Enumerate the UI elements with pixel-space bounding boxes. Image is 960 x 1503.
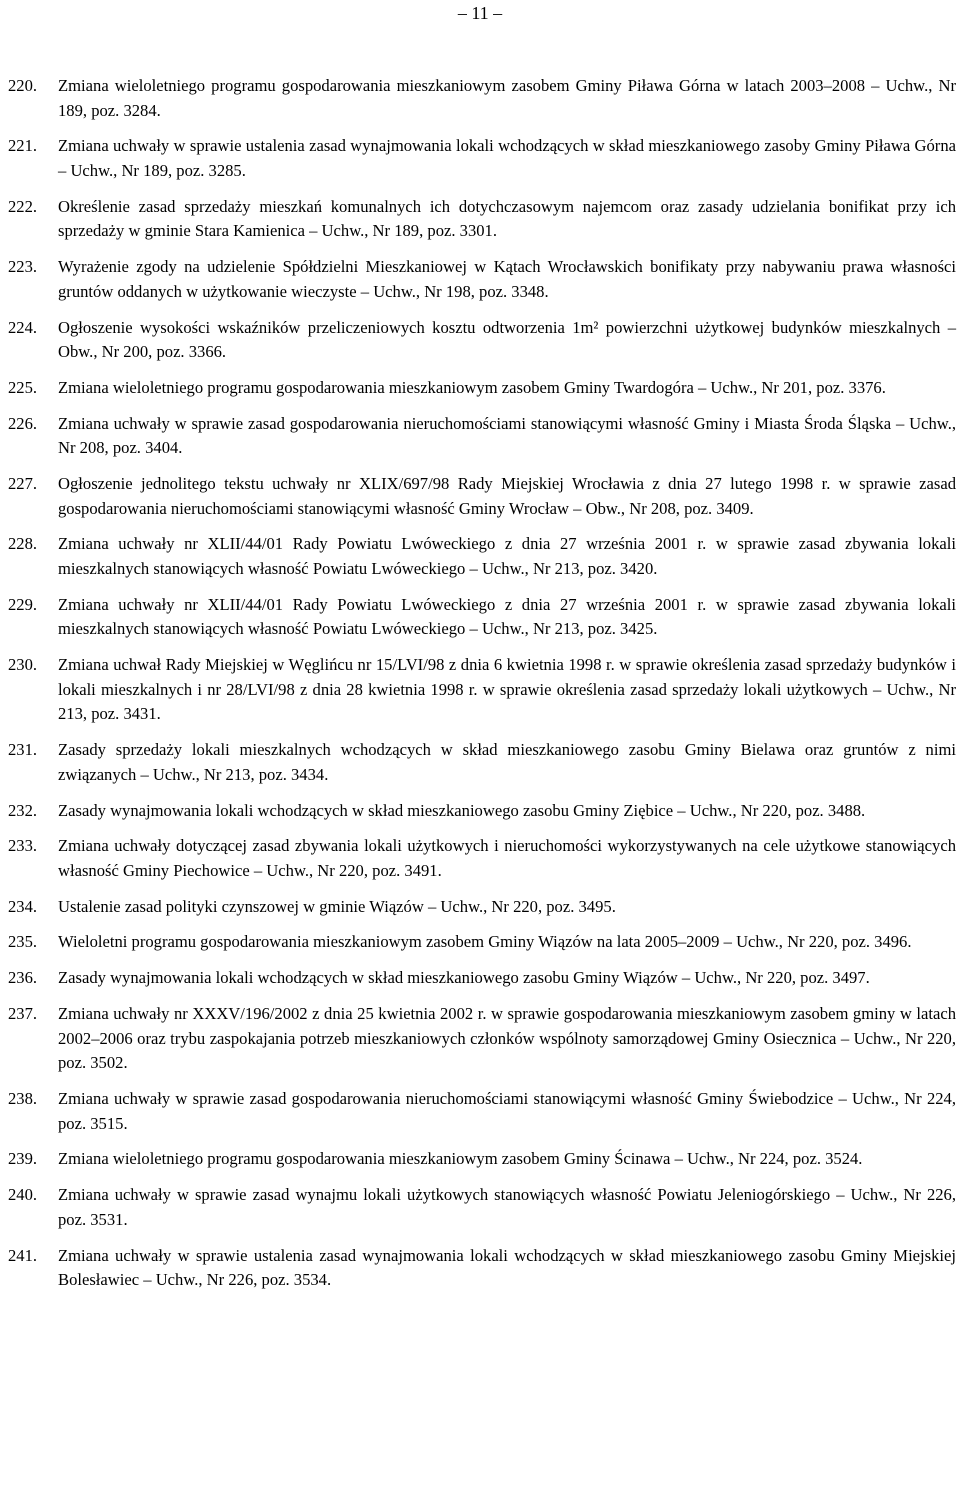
list-item (8, 593, 956, 642)
entry-number: 228. (8, 534, 38, 554)
entry-number: 240. (8, 1185, 38, 1205)
entry-text: Zasady sprzedaży lokali mieszkalnych wchodzących w skład mieszkaniowego zasobu Gminy Bielawa oraz gruntów z nimi związanych – Uchw., Nr 213, poz. 3434. (58, 740, 956, 784)
entry-number: 239. (8, 1149, 38, 1169)
entry-number: 220. (8, 76, 38, 95)
entry-text: Określenie zasad sprzedaży mieszkań komunalnych ich dotychczasowym najemcom oraz zasady udzielania bonifikat przy ich sprzedaży w gminie Stara Kamienica – Uchw., Nr 189, poz. 3301. (58, 196, 956, 241)
list-item (8, 1002, 956, 1076)
list-item (8, 472, 956, 521)
entry-text: Zmiana uchwały nr XLII/44/01 Rady Powiatu Lwóweckiego z dnia 27 września 2001 r. w sprawie zasad zbywania lokali mieszkalnych stanowiących własność Powiatu Lwóweckiego – Uchw., Nr 213, poz. 3420. (58, 534, 956, 578)
entry-text: Zasady wynajmowania lokali wchodzących w skład mieszkaniowego zasobu Gminy Ziębice – Uchw., Nr 220, poz. 3488. (58, 800, 866, 820)
entry-text: Zmiana wieloletniego programu gospodarowania mieszkaniowym zasobem Gminy Piława Górna w latach 2003–2008 – Uchw., Nr 189, poz. 3284. (58, 76, 956, 120)
entry-number: 224. (8, 317, 38, 337)
entry-text: Zasady wynajmowania lokali wchodzących w skład mieszkaniowego zasobu Gminy Wiązów – Uchw., Nr 220, poz. 3497. (58, 968, 870, 988)
entry-number: 238. (8, 1088, 38, 1108)
entry-text: Zmiana uchwały dotyczącej zasad zbywania lokali użytkowych i nieruchomości wykorzystywanych na cele użytkowe stanowiących własność Gminy Piechowice – Uchw., Nr 220, poz. 3491. (58, 836, 956, 880)
list-item (8, 653, 956, 727)
entry-number: 231. (8, 740, 38, 760)
entry-text: Zmiana uchwał Rady Miejskiej w Węglińcu nr 15/LVI/98 z dnia 6 kwietnia 1998 r. w sprawie określenia zasad sprzedaży budynków i lokali mieszkalnych i nr 28/LVI/98 z dnia 28 kwietnia 1998 r. w sprawie określenia zasad sprzedaży lokali użytkowych – Uchw., Nr 213, poz. 3431. (58, 655, 956, 724)
list-item (8, 376, 956, 401)
list-item (8, 895, 956, 920)
list-item (8, 195, 956, 244)
entry-text: Zmiana wieloletniego programu gospodarowania mieszkaniowym zasobem Gminy Ścinawa – Uchw., Nr 224, poz. 3524. (58, 1149, 863, 1169)
entry-text: Zmiana uchwały nr XXXV/196/2002 z dnia 25 kwietnia 2002 r. w sprawie gospodarowania mieszkaniowym zasobem gminy w latach 2002–2006 oraz trybu zaspokajania potrzeb mieszkaniowych członków wspólnoty samorządowej Gminy Osiecznica – Uchw., Nr 220, poz. 3502. (58, 1004, 956, 1073)
list-item (8, 799, 956, 824)
list-item (8, 1183, 956, 1232)
entry-number: 229. (8, 594, 38, 614)
list-item (8, 738, 956, 787)
list-item (8, 74, 956, 123)
entry-text: Zmiana uchwały w sprawie ustalenia zasad wynajmowania lokali wchodzących w skład mieszkaniowego zasoby Gminy Piława Górna – Uchw., Nr 189, poz. 3285. (58, 136, 956, 180)
entry-number: 225. (8, 377, 38, 397)
list-item (8, 255, 956, 304)
page-number: – 11 – (457, 3, 503, 23)
entry-list (8, 74, 956, 1304)
entry-number: 234. (8, 896, 38, 916)
entry-number: 226. (8, 413, 38, 433)
list-item (8, 930, 956, 955)
entry-number: 241. (8, 1245, 38, 1265)
list-item (8, 1244, 956, 1293)
entry-text: Zmiana uchwały w sprawie zasad gospodarowania nieruchomościami stanowiącymi własność Gminy Świebodzice – Uchw., Nr 224, poz. 3515. (58, 1088, 956, 1133)
entry-number: 233. (8, 836, 38, 856)
entry-number: 230. (8, 655, 38, 675)
entry-number: 236. (8, 968, 38, 988)
entry-number: 221. (8, 136, 38, 156)
entry-number: 237. (8, 1004, 38, 1023)
entry-text: Zmiana uchwały w sprawie zasad wynajmu lokali użytkowych stanowiących własność Powiatu Jeleniogórskiego – Uchw., Nr 226, poz. 3531. (58, 1185, 956, 1229)
list-item (8, 134, 956, 183)
list-item (8, 532, 956, 581)
list-item (8, 316, 956, 365)
entry-number: 227. (8, 474, 38, 494)
entry-number: 232. (8, 800, 38, 820)
list-item (8, 412, 956, 461)
entry-number: 222. (8, 196, 38, 216)
entry-text: Wyrażenie zgody na udzielenie Spółdzielni Mieszkaniowej w Kątach Wrocławskich bonifikaty przy nabywaniu prawa własności gruntów oddanych w użytkowanie wieczyste – Uchw., Nr 198, poz. 3348. (58, 257, 956, 301)
entry-text: Zmiana uchwały w sprawie ustalenia zasad wynajmowania lokali wchodzących w skład mieszkaniowego zasobu Gminy Miejskiej Bolesławiec – Uchw., Nr 226, poz. 3534. (58, 1245, 956, 1290)
list-item (8, 1087, 956, 1136)
entry-text: Zmiana wieloletniego programu gospodarowania mieszkaniowym zasobem Gminy Twardogóra – Uchw., Nr 201, poz. 3376. (58, 377, 886, 397)
entry-number: 223. (8, 257, 38, 277)
entry-text: Ogłoszenie wysokości wskaźników przeliczeniowych kosztu odtworzenia 1m² powierzchni użytkowej budynków mieszkalnych – Obw., Nr 200, poz. 3366. (58, 317, 956, 362)
entry-text: Wieloletni programu gospodarowania mieszkaniowym zasobem Gminy Wiązów na lata 2005–2009 – Uchw., Nr 220, poz. 3496. (58, 932, 912, 952)
list-item (8, 966, 956, 991)
entry-number: 235. (8, 932, 38, 952)
entry-text: Zmiana uchwały w sprawie zasad gospodarowania nieruchomościami stanowiącymi własność Gminy i Miasta Środa Śląska – Uchw., Nr 208, poz. 3404. (58, 413, 956, 458)
list-item (8, 834, 956, 883)
entry-text: Ustalenie zasad polityki czynszowej w gminie Wiązów – Uchw., Nr 220, poz. 3495. (58, 896, 616, 916)
entry-text: Ogłoszenie jednolitego tekstu uchwały nr XLIX/697/98 Rady Miejskiej Wrocławia z dnia 27 lutego 1998 r. w sprawie zasad gospodarowania nieruchomościami stanowiącymi własność Gminy Wrocław – Obw., Nr 208, poz. 3409. (58, 474, 956, 518)
entry-text: Zmiana uchwały nr XLII/44/01 Rady Powiatu Lwóweckiego z dnia 27 września 2001 r. w sprawie zasad zbywania lokali mieszkalnych stanowiących własność Powiatu Lwóweckiego – Uchw., Nr 213, poz. 3425. (58, 594, 956, 639)
list-item (8, 1147, 956, 1172)
